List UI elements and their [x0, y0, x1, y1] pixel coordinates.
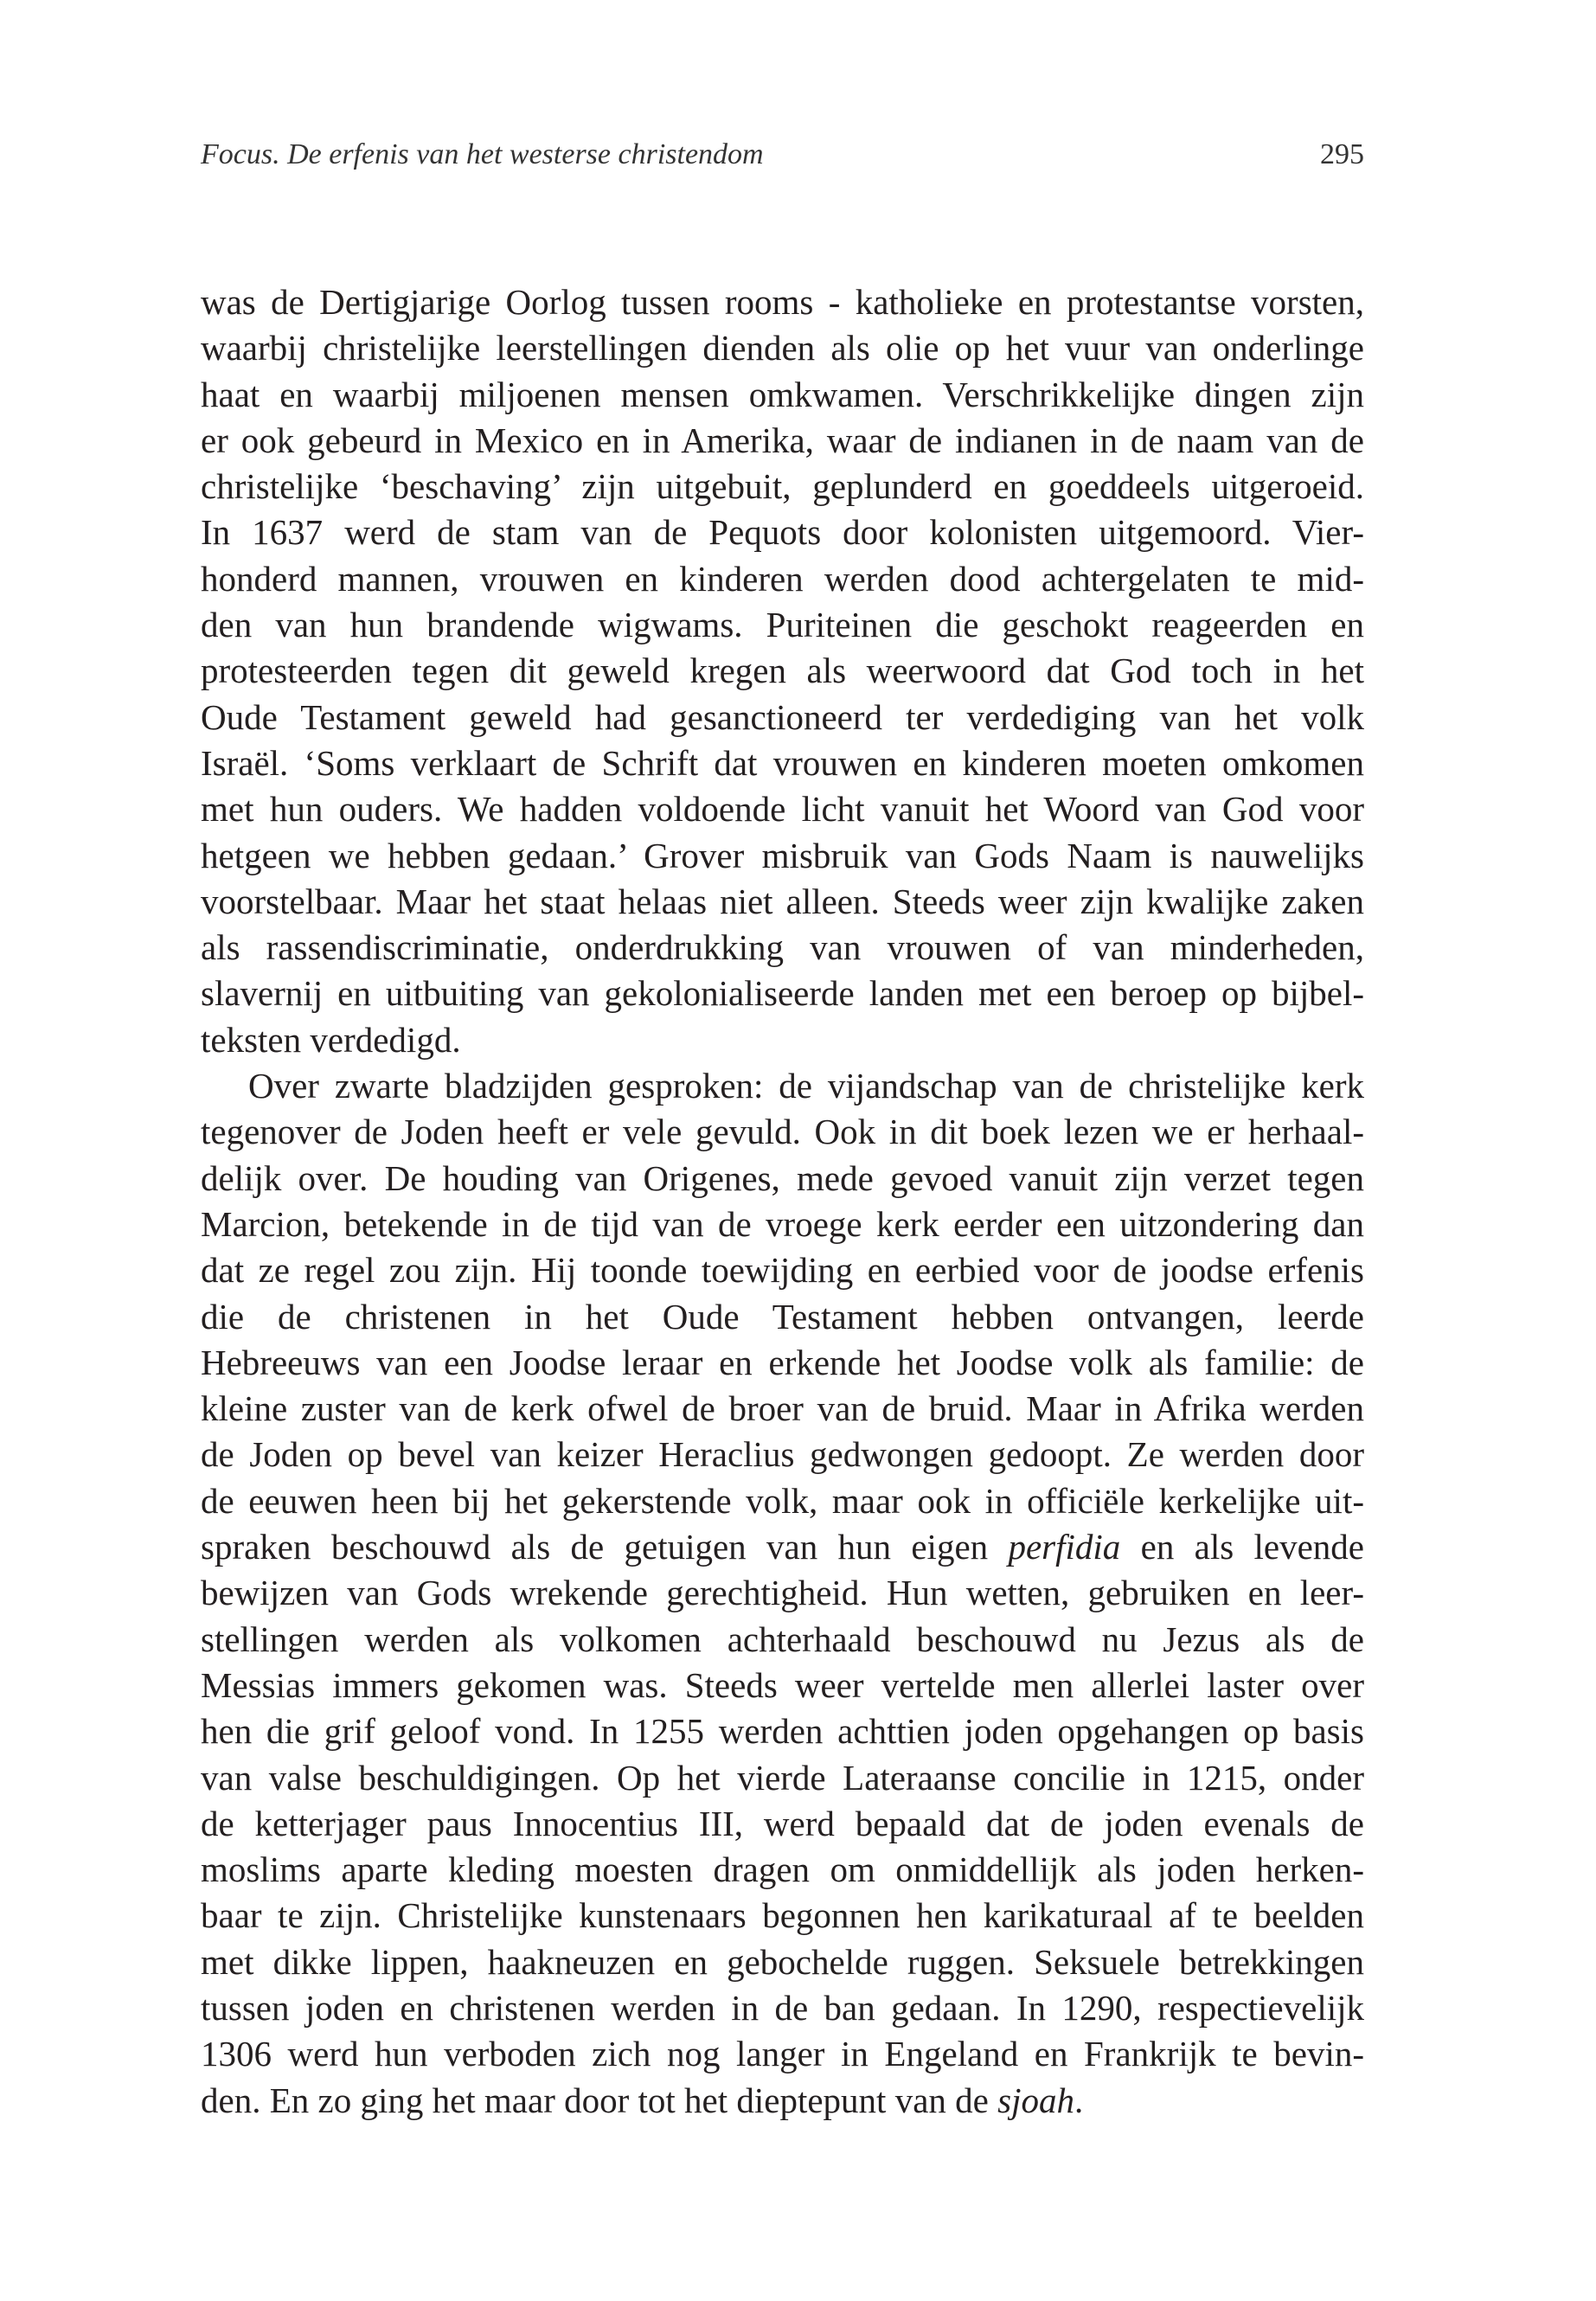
text-line: Israël. ‘Soms verklaart de Schrift dat vrouwen en kinderen moeten omkomen — [201, 742, 1364, 783]
paragraph — [201, 1063, 1364, 2124]
text-line: den van hun brandende wigwams. Puriteinen die geschokt reageerden en — [201, 605, 1364, 645]
text-line: kleine zuster van de kerk ofwel de broer van de bruid. Maar in Afrika werden — [201, 1388, 1364, 1429]
text-segment: den. En zo ging het maar door tot het dieptepunt van de — [201, 2080, 998, 2120]
text-line: protesteerden tegen dit geweld kregen als weerwoord dat God toch in het — [201, 651, 1364, 691]
text-line: de eeuwen heen bij het gekerstende volk, maar ook in officiële kerkelijke uit- — [201, 1480, 1364, 1521]
italic-term: perfidia — [1008, 1527, 1121, 1567]
text-segment: spraken beschouwd als de getuigen van hun eigen — [201, 1527, 1009, 1567]
text-line: slavernij en uitbuiting van gekolonialiseerde landen met een beroep op bijbel- — [201, 973, 1364, 1014]
text-line: Messias immers gekomen was. Steeds weer vertelde men allerlei laster over — [201, 1664, 1364, 1705]
text-line: waarbij christelijke leerstellingen dienden als olie op het vuur van onderlinge — [201, 328, 1364, 369]
text-line: In 1637 werd de stam van de Pequots door kolonisten uitgemoord. Vier- — [201, 512, 1364, 553]
text-line: voorstelbaar. Maar het staat helaas niet alleen. Steeds weer zijn kwalijke zaken — [201, 881, 1364, 921]
text-segment: . — [1074, 2080, 1084, 2120]
text-line: er ook gebeurd in Mexico en in Amerika, waar de indianen in de naam van de — [201, 420, 1364, 460]
text-line: tussen joden en christenen werden in de ban gedaan. In 1290, respectievelijk — [201, 1987, 1364, 2028]
text-line: haat en waarbij miljoenen mensen omkwamen. Verschrikkelijke dingen zijn — [201, 374, 1364, 414]
text-line: de Joden op bevel van keizer Heraclius gedwongen gedoopt. Ze werden door — [201, 1434, 1364, 1475]
text-line: bewijzen van Gods wrekende gerechtigheid. Hun wetten, gebruiken en leer- — [201, 1573, 1364, 1613]
page-number: 295 — [1320, 138, 1364, 170]
text-line: Over zwarte bladzijden gesproken: de vijandschap van de christelijke kerk — [248, 1066, 1364, 1106]
text-line: Hebreeuws van een Joodse leraar en erkende het Joodse volk als familie: de — [201, 1342, 1364, 1382]
text-line: honderd mannen, vrouwen en kinderen werden dood achtergelaten te mid- — [201, 558, 1364, 599]
text-line: stellingen werden als volkomen achterhaald beschouwd nu Jezus als de — [201, 1618, 1364, 1659]
text-line: tegenover de Joden heeft er vele gevuld. Ook in dit boek lezen we er herhaal- — [201, 1112, 1364, 1152]
text-line: moslims aparte kleding moesten dragen om onmiddellijk als joden herken- — [201, 1849, 1364, 1890]
text-line: delijk over. De houding van Origenes, mede gevoed vanuit zijn verzet tegen — [201, 1157, 1364, 1198]
italic-term: sjoah — [997, 2080, 1074, 2120]
text-line: 1306 werd hun verboden zich nog langer in Engeland en Frankrijk te bevin- — [201, 2034, 1364, 2074]
paragraph — [201, 279, 1364, 1063]
text-line: de ketterjager paus Innocentius III, werd bepaald dat de joden evenals de — [201, 1803, 1364, 1843]
text-line — [201, 1524, 1364, 1570]
running-title: Focus. De erfenis van het westerse christendom — [201, 138, 764, 170]
text-line: christelijke ‘beschaving’ zijn uitgebuit, geplunderd en goeddeels uitgeroeid. — [201, 466, 1364, 507]
text-line: Oude Testament geweld had gesanctioneerd ter verdediging van het volk — [201, 696, 1364, 737]
text-line: Marcion, betekende in de tijd van de vroege kerk eerder een uitzondering dan — [201, 1203, 1364, 1244]
text-line: met dikke lippen, haakneuzen en gebochelde ruggen. Seksuele betrekkingen — [201, 1941, 1364, 1982]
text-line: hen die grif geloof vond. In 1255 werden achttien joden opgehangen op basis — [201, 1711, 1364, 1752]
text-line: als rassendiscriminatie, onderdrukking van vrouwen of van minderheden, — [201, 927, 1364, 968]
text-line: baar te zijn. Christelijke kunstenaars begonnen hen karikaturaal af te beelden — [201, 1895, 1364, 1936]
text-line: was de Dertigjarige Oorlog tussen rooms - katholieke en protestantse vorsten, — [201, 282, 1364, 322]
body-text — [201, 279, 1364, 2124]
text-segment: en als levende — [1120, 1527, 1364, 1567]
text-line: hetgeen we hebben gedaan.’ Grover misbruik van Gods Naam is nauwelijks — [201, 835, 1364, 875]
text-line: teksten verdedigd. — [201, 1019, 461, 1060]
text-line: van valse beschuldigingen. Op het vierde Lateraanse concilie in 1215, onder — [201, 1757, 1364, 1798]
text-line: dat ze regel zou zijn. Hij toonde toewijding en eerbied voor de joodse erfenis — [201, 1250, 1364, 1291]
text-line: die de christenen in het Oude Testament hebben ontvangen, leerde — [201, 1296, 1364, 1336]
text-line: met hun ouders. We hadden voldoende licht vanuit het Woord van God voor — [201, 789, 1364, 830]
text-line — [201, 2078, 1364, 2124]
